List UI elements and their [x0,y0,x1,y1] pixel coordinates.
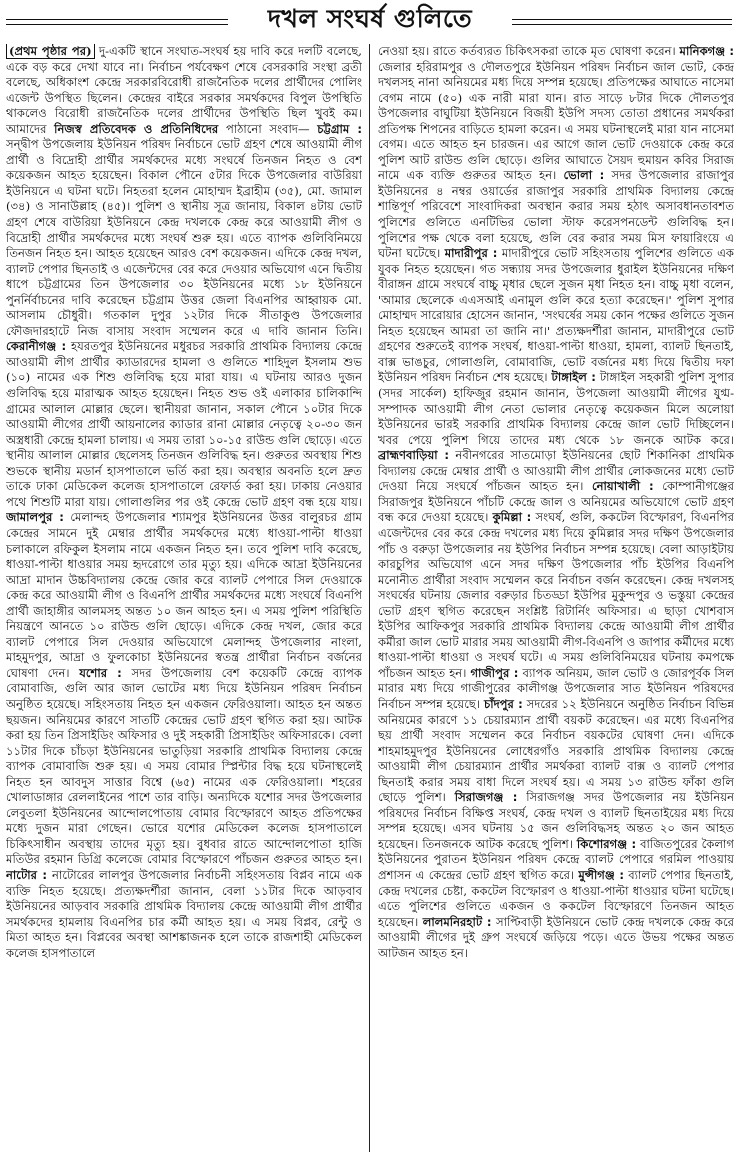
report-tangail: টাঙ্গাইল সহকারী পুলিশ সুপার (সদর সার্কেল) হাফিজুর রহমান জানান, উপজেলা আওয়ামী লীগের যুগ্ম-সম্পাদক আওয়ামী লীগ নেতা ভোলার নেতৃত্বে কয়েকজন মিলে অলোয়া ইউনিয়নের ভারই সরকারি প্রাথমিক বিদ্যালয় কেন্দ্রে জাল ভোট দিচ্ছিলেন। খবর পেয়ে পুলিশ গিয়ে তাদের মধ্য থেকে ১৮ জনকে আটক করে। [378,370,734,447]
report-natore: নাটোরের লালপুর উপজেলার নির্বাচনী সহিংসতায় বিপ্লব নামে এক ব্যক্তি নিহত হয়েছে। প্রত্যক্ষদর্শীরা জানান, বেলা ১১টার দিকে আড়বাব ইউনিয়নের আড়বাব সরকারি প্রাথমিক বিদ্যালয় কেন্দ্রে আওয়ামী লীগ প্রার্থীর সমর্থকদের হামলায় বিএনপির চার কর্মী আহত হয়। এ সময় বিপ্লব, রেন্টু ও মিতা আহত হন। বিপ্লবের অবস্থা আশঙ্কাজনক হলে তাকে রাজশাহী মেডিকেল কলেজ হাসপাতালে [6,867,362,960]
dateline-natore: নাটোর : [6,867,48,882]
continued-text: নেওয়া হয়। রাতে কর্তব্যরত চিকিৎসকরা তাকে মৃত ঘোষণা করেন। [378,44,680,58]
report-noakhali: কোম্পানীগঞ্জের সিরাজপুর ইউনিয়নে পাঁচটি কেন্দ্রে জাল ও অনিয়মের অভিযোগে ভোট গ্রহণ বন্ধ করে দেওয়া হয়েছে। [378,479,734,525]
report-keraniganj: হযরতপুর ইউনিয়নের মধুরচর সরকারি প্রাথমিক বিদ্যালয় কেন্দ্রে আওয়ামী লীগ প্রার্থীর ক্যাডারদের হামলা ও গুলিতে শাহিদুল ইসলাম শুভ (১০) নামের এক শিশু গুলিবিদ্ধ হয়ে মারা যায়। এ ঘটনায় আরও দুজন গুলিবিদ্ধ হয়ে মারাত্মক আহত হয়েছেন। নিহত শুভ ওই এলাকার চালিকান্দি গ্রামের আলাল মোল্লার ছেলে। স্থানীয়রা জানান, সকাল পৌনে ১০টার দিকে আওয়ামী লীগের প্রার্থী আয়নালের ক্যাডার রানা মোল্লার নেতৃত্বে ২০-৩০ জন অস্ত্রধারী কেন্দ্রে হামলা চালায়। এ সময় তারা ১০-১৫ রাউন্ড গুলি ছোড়ে। এতে স্থানীয় আলাল মোল্লার ছেলেসহ তিনজন গুলিবিদ্ধ হন। গুরুতর অবস্থায় শিশু শুভকে স্থানীয় মডার্ন হাসপাতালে ভর্তি করা হয়। অবস্থার অবনতি হলে দ্রুত তাকে ঢাকা মেডিকেল কলেজ হাসপাতালে রেফার্ড করা হয়। ঢাকায় নেওয়ার পথে শিশুটি মারা যায়। গোলাগুলির পর ওই কেন্দ্রে ভোট গ্রহণ বন্ধ হয়ে যায়। [6,339,362,509]
column-left-text [6,44,362,961]
report-bhola: সদর উপজেলার রাজাপুর ইউনিয়নের ৪ নম্বর ওয়ার্ডের রাজাপুর সরকারি প্রাথমিক বিদ্যালয় কেন্দ্রে শান্তিপূর্ণ পরিবেশে সাংবাদিকরা অবস্থান করার সময় হঠাৎ অসাবধানতাবশত পুলিশের গুলিতে এনটিভির ভোলা স্টাফ করেসপনডেন্ট গুলিবিদ্ধ হন। পুলিশের পক্ষ থেকে বলা হয়েছে, গুলি বের করার সময় মিস ফায়ারিংয়ে এ ঘটনা ঘটেছে। [378,168,734,261]
dateline-bhola: ভোলা : [563,168,605,183]
report-comilla: সংঘর্ষ, গুলি, ককটেল বিস্ফোরণ, বিএনপির এজেন্টদের বের করে কেন্দ্র দখলের মধ্য দিয়ে কুমিল্লার সদর দক্ষিণ উপজেলার পাঁচ ও বরুড়া উপজেলার নয় ইউপির নির্বাচন সম্পন্ন হয়েছে। বেলা আড়াইটায় কারচুপির অভিযোগ এনে সদর দক্ষিণ উপজেলার পাঁচ ইউপির বিএনপি মনোনীত প্রার্থীরা সংবাদ সম্মেলন করে নির্বাচন বর্জন করেছেন। কেন্দ্র দখলসহ সংঘর্ষের ঘটনায় জেলার বরুড়ার চিতড্ডা ইউপির মুকুন্দপুর ও ভস্তুয়া কেন্দ্রের ভোট গ্রহণ স্থগিত করেছেন সংশ্লিষ্ট রিটার্নিং অফিসার। এ ছাড়া খোশবাস ইউপির আফিকপুর সরকারি প্রাথমিক বিদ্যালয় কেন্দ্রে আওয়ামী লীগ প্রার্থীর কর্মীরা জাল ভোট মারার সময় আওয়ামী লীগ-বিএনপি ও জাপার কর্মীদের মধ্যে ধাওয়া-পাল্টা ধাওয়া ও সংঘর্ষ ঘটে। এ সময় গুলিবিনিময়ের ঘটনায় কমপক্ষে পাঁচজন আহত হন। [378,510,734,680]
article-column-left [6,44,362,1154]
dateline-lalmonirhat: লালমনিরহাট : [422,914,492,929]
dateline-chandpur: চাঁদপুর : [483,696,523,711]
article-column-right [378,44,734,1154]
dateline-sirajganj: সিরাজগঞ্জ : [454,790,518,805]
report-lalmonirhat: সাপ্টিবাড়ী ইউনিয়নে ভোট কেন্দ্র দখলকে কেন্দ্র করে আওয়ামী লীগের দুই গ্রুপ সংঘর্ষে জড়িয়ে পড়ে। এতে উভয় পক্ষের অন্তত আটজন আহত হন। [378,914,734,960]
report-jamalpur: মেলান্দহ উপজেলার শ্যামপুর ইউনিয়নের উত্তর বালুরচর গ্রাম কেন্দ্রের সামনে দুই মেম্বার প্রার্থীর সমর্থকদের মধ্যে ধাওয়া-পাল্টা ধাওয়া চলাকালে রফিকুল ইসলাম নামে একজন নিহত হন। তবে পুলিশ দাবি করেছে, ধাওয়া-পাল্টা ধাওয়ার সময় হৃদরোগে তার মৃত্যু হয়। এদিকে আদ্রা ইউনিয়নের আদ্রা মাদান উচ্চবিদ্যালয় কেন্দ্রে জোর করে ব্যালট পেপারে সিল দেওয়াকে কেন্দ্র করে আওয়ামী লীগ ও বিএনপি প্রার্থীর সমর্থকদের মধ্যে সংঘর্ষে বিএনপি প্রার্থী জাহাঙ্গীর আলমসহ অন্তত ১০ জন আহত হন। এ সময় পুলিশ পরিস্থিতি নিয়ন্ত্রণে আনতে ১০ রাউন্ড গুলি ছোড়ে। এদিকে কেন্দ্র দখল, জোর করে ব্যালট পেপারে সিল দেওয়ার অভিযোগে মেলান্দহ উপজেলার নাংলা, মাহমুদপুর, আদ্রা ও ফুলকোচা ইউনিয়নের স্বতন্ত্র প্রার্থীরা নির্বাচন বর্জনের ঘোষণা দেন। [6,510,362,680]
dateline-brahmanbaria: ব্রাহ্মণবাড়িয়া : [378,448,450,463]
headline-rule-left [6,19,228,25]
continued-tag: (প্রথম পৃষ্ঠার পর) [6,44,95,59]
intro-text: দু-একটি স্থানে সংঘাত-সংঘর্ষ হয় দাবি করে দলটি বলেছে, একে বড় করে দেখা যাবে না। নির্বাচন পর্যবেক্ষণ শেষে বেসরকারি সংস্থা ব্রতী বলেছে, অধিকাংশ কেন্দ্রে সরকারবিরোধী রাজনৈতিক দলের প্রার্থীদের পোলিং এজেন্ট উপস্থিত ছিলেন। কেন্দ্রের বাইরে সরকার সমর্থকদের বিপুল উপস্থিতি থাকলেও বিরোধী রাজনৈতিক দলের প্রার্থীদের উপস্থিতি ছিল খুবই কম। আমাদের [6,44,362,136]
report-brahmanbaria: নবীনগরের সাতমোড়া ইউনিয়নের ছোট শিকানিকা প্রাথমিক বিদ্যালয় কেন্দ্রে মেম্বার প্রার্থী ও আওয়ামী লীগ প্রার্থীর লোকজনের মধ্যে ভোট দেওয়া নিয়ে সংঘর্ষে পাঁচজন আহত হন। [378,448,734,494]
report-manikganj: জেলার হরিরামপুর ও দৌলতপুরে ইউনিয়ন পরিষদ নির্বাচন জাল ভোট, কেন্দ্র দখলসহ নানা অনিয়মের মধ্য দিয়ে সম্পন্ন হয়েছে। প্রতিপক্ষের আঘাতে নাসেমা বেগম নামে (৫০) এক নারী মারা যান। রাত সাড়ে ৮টার দিকে দৌলতপুর উপজেলার বাঘুটিয়া ইউনিয়নে বিজয়ী ইউপি সদস্য তোতা প্রধানের সমর্থকরা প্রতিপক্ষ শিপনের বাড়িতে হামলা করেন। এ সময় ঘটনাস্থলেই মারা যান নাসেমা বেগম। এতে আহত হন চারজন। এর আগে জাল ভোট দেওয়াকে কেন্দ্র করে পুলিশ আট রাউন্ড গুলি ছোড়ে। গুলির আঘাতে সৈয়দ হুমায়ন কবির সিরাজ নামে এক ব্যক্তি গুরুতর আহত হন। [378,59,734,183]
dateline-chattogram: চট্টগ্রাম : [317,121,362,136]
report-sirajganj: সিরাজগঞ্জ সদর উপজেলার নয় ইউনিয়ন পরিষদের নির্বাচন বিক্ষিপ্ত সংঘর্ষ, কেন্দ্র দখল ও ব্যালট ছিনতাইয়ের মধ্য দিয়ে সম্পন্ন হয়েছে। এসব ঘটনায় ১৫ জন গুলিবিদ্ধসহ অন্তত ২০ জন আহত হয়েছেন। তিনজনকে আটক করেছে পুলিশ। [378,790,734,851]
dateline-kishoreganj: কিশোরগঞ্জ : [576,836,637,851]
headline-bar [0,0,738,40]
headline-rule-right [512,19,732,25]
dateline-jamalpur: জামালপুর : [6,510,64,525]
headline: দখল সংঘর্ষ গুলিতে [267,4,473,33]
dateline-madaripur: মাদারীপুর : [444,246,498,261]
report-chandpur: সদরের ১২ ইউনিয়নে অনুষ্ঠিত নির্বাচন বিভিন্ন অনিয়মের কারণে ১১ চেয়ারম্যান প্রার্থী বয়কট করেছেন। এর মধ্যে বিএনপির ছয় প্রার্থী সংবাদ সম্মেলন করে নির্বাচন বয়কটের ঘোষণা দেন। এদিকে শাহমাহমুদপুর ইউনিয়নের লোধেরগাঁও সরকারি প্রাথমিক বিদ্যালয় কেন্দ্রে আওয়ামী লীগ চেয়ারম্যান প্রার্থীর সমর্থকরা ব্যালট বাক্স ও ব্যালট পেপার ছিনতাই করার সময় বাধা দিলে সংঘর্ষ হয়। এ সময় ১৩ রাউন্ড ফাঁকা গুলি ছোড়ে পুলিশ। [378,696,734,805]
dateline-noakhali: নোয়াখালী : [591,479,654,494]
column-divider [369,44,370,1152]
dateline-comilla: কুমিল্লা : [492,510,532,525]
byline: নিজস্ব প্রতিবেদক ও প্রতিনিধিদের [54,121,219,136]
report-kishoreganj: বাজিতপুরের কৈলাগ ইউনিয়নের পুরাতন ইউনিয়ন পরিষদ কেন্দ্রে ব্যালট পেপারে গরমিল পাওয়ায় প্রশাসন এ কেন্দ্রের ভোট গ্রহণ স্থগিত করে। [378,836,734,882]
dateline-jessore: যশোর : [79,665,122,680]
dateline-manikganj: মানিকগঞ্জ : [679,44,734,58]
dateline-gazipur: গাজীপুর : [470,665,519,680]
report-munshiganj: ব্যালট পেপার ছিনতাই, কেন্দ্র দখলের চেষ্টা, ককটেল বিস্ফোরণ ও ধাওয়া-পাল্টা ধাওয়ার ঘটনা ঘটেছে। এতে পুলিশের গুলিতে একজন ও ককটেল বিস্ফোরণে তিনজন আহত হয়েছেন। [378,867,734,929]
report-madaripur: মাদারীপুরে ভোট সহিংসতায় পুলিশের গুলিতে এক যুবক নিহত হয়েছেন। গত সন্ধ্যায় সদর উপজেলার ধুরাইল ইউনিয়নের দক্ষিণ বীরাঙ্গন গ্রামে সংঘর্ষে বাচ্চু মৃধার ছেলে সুজন মৃধা নিহত হন। বাচ্চু মৃধা বলেন, 'আমার ছেলেকে এএসআই এনামুল গুলি করে হত্যা করেছেন।' পুলিশ সুপার মোহাম্মদ সারোয়ার হোসেন জানান, 'সংঘর্ষের সময় কোন পক্ষের গুলিতে সুজন নিহত হয়েছেন আমরা তা জানি না।' প্রত্যক্ষদর্শীরা জানান, মাদারীপুরে ভোট গ্রহণের শুরুতেই ব্যাপক সংঘর্ষ, ধাওয়া-পাল্টা ধাওয়া, হামলা, ব্যালট ছিনতাই, বাক্স ভাঙচুর, গোলাগুলি, বোমাবাজি, ভোট বর্জনের মধ্য দিয়ে দ্বিতীয় দফা ইউনিয়ন পরিষদ নির্বাচন শেষ হয়েছে। [378,246,734,385]
dateline-munshiganj: মুন্সীগঞ্জ : [578,867,624,882]
intro-end: পাঠানো সংবাদ— [218,121,310,136]
dateline-keraniganj: কেরানীগঞ্জ : [6,339,67,354]
column-right-text [378,44,734,961]
report-jessore: সদর উপজেলায় বেশ কয়েকটি কেন্দ্রে ব্যাপক বোমাবাজি, গুলি আর জাল ভোটের মধ্য দিয়ে ইউনিয়ন পরিষদ নির্বাচন অনুষ্ঠিত হয়েছে। সহিংসতায় নিহত হন একজন ফেরিওয়ালা। আহত হন অন্তত ছয়জন। অনিয়মের কারণে সাতটি কেন্দ্রের ভোট গ্রহণ স্থগিত করা হয়। আটক করা হয় তিন প্রিসাইডিং অফিসার ও দুই সহকারী প্রিসাইডিং অফিসারকে। বেলা ১১টার দিকে চাঁচড়া ইউনিয়নের ভাতুড়িয়া সরকারি প্রাথমিক বিদ্যালয় কেন্দ্রে ব্যাপক বোমাবাজি শুরু হয়। এ সময় বোমার স্প্লিন্টার বিদ্ধ হয়ে ঘটনাস্থলেই নিহত হন আবদুস সাত্তার বিশ্বে (৬৫) নামের এক ফেরিওয়ালা। শহরের খোলাডাঙ্গার রেললাইনের পাশে তার বাড়ি। অন্যদিকে যশোর সদর উপজেলার লেবুতলা ইউনিয়নের আন্দোলপোতায় বোমার বিস্ফোরণে আহত প্রতিপক্ষের মধ্যে দুজন মারা গেছেন। ভোরে যশোর মেডিকেল কলেজ হাসপাতালে চিকিৎসাধীন অবস্থায় তাদের মৃত্যু হয়। বুধবার রাতে আন্দোলপোতা হাজি মতিউর রহমান ডিগ্রি কলেজে বোমার বিস্ফোরণে পাঁচজন গুরুতর আহত হন। [6,665,362,867]
dateline-tangail: টাঙ্গাইল : [551,370,596,385]
report-chattogram: সন্দ্বীপ উপজেলায় ইউনিয়ন পরিষদ নির্বাচনে ভোট গ্রহণ শেষে আওয়ামী লীগ প্রার্থী ও বিদ্রোহী প্রার্থীর সমর্থকদের মধ্যে সংঘর্ষে তিনজন নিহত ও বেশ কয়েকজন আহত হয়েছেন। বিকাল পৌনে ৫টার দিকে উপজেলার বাউরিয়া ইউনিয়নে এ ঘটনা ঘটে। নিহতরা হলেন মোহাম্মদ ইব্রাহীম (৩৫), মো. জামাল (৩৪) ও সানাউল্লাহ (৪৫)। পুলিশ ও স্থানীয় সূত্র জানায়, বিকাল ৪টায় ভোট গ্রহণ শেষে বাউরিয়া ইউনিয়নে কেন্দ্র দখলকে কেন্দ্র করে আওয়ামী লীগ ও বিদ্রোহী প্রার্থীর সমর্থকদের মধ্যে সংঘর্ষ শুরু হয়। এতে ব্যাপক গুলিবিনিময়ে তিনজন নিহত হন। আহত হয়েছেন আরও বেশ কয়েকজন। এদিকে কেন্দ্র দখল, ব্যালট পেপার ছিনতাই ও এজেন্টদের বের করে দেওয়ার অভিযোগ এনে দ্বিতীয় ধাপে চট্টগ্রামের তিন উপজেলার ৩০ ইউনিয়নের মধ্যে ১৮ ইউনিয়নে পুনর্নির্বাচনের দাবি করেছেন চট্টগ্রাম উত্তর জেলা বিএনপির আহ্বায়ক মো. আসলাম চৌধুরী। গতকাল দুপুর ১২টার দিকে সীতাকুণ্ড উপজেলার ফৌজদারহাটে নিজ বাসায় সংবাদ সম্মেলন করে এ দাবি জানান তিনি। [6,137,362,338]
report-gazipur: ব্যাপক অনিয়ম, জাল ভোট ও জোরপূর্বক সিল মারার মধ্য দিয়ে গাজীপুরের কালীগঞ্জ উপজেলার সাত ইউনিয়ন পরিষদের নির্বাচন সম্পন্ন হয়েছে। [378,665,734,711]
